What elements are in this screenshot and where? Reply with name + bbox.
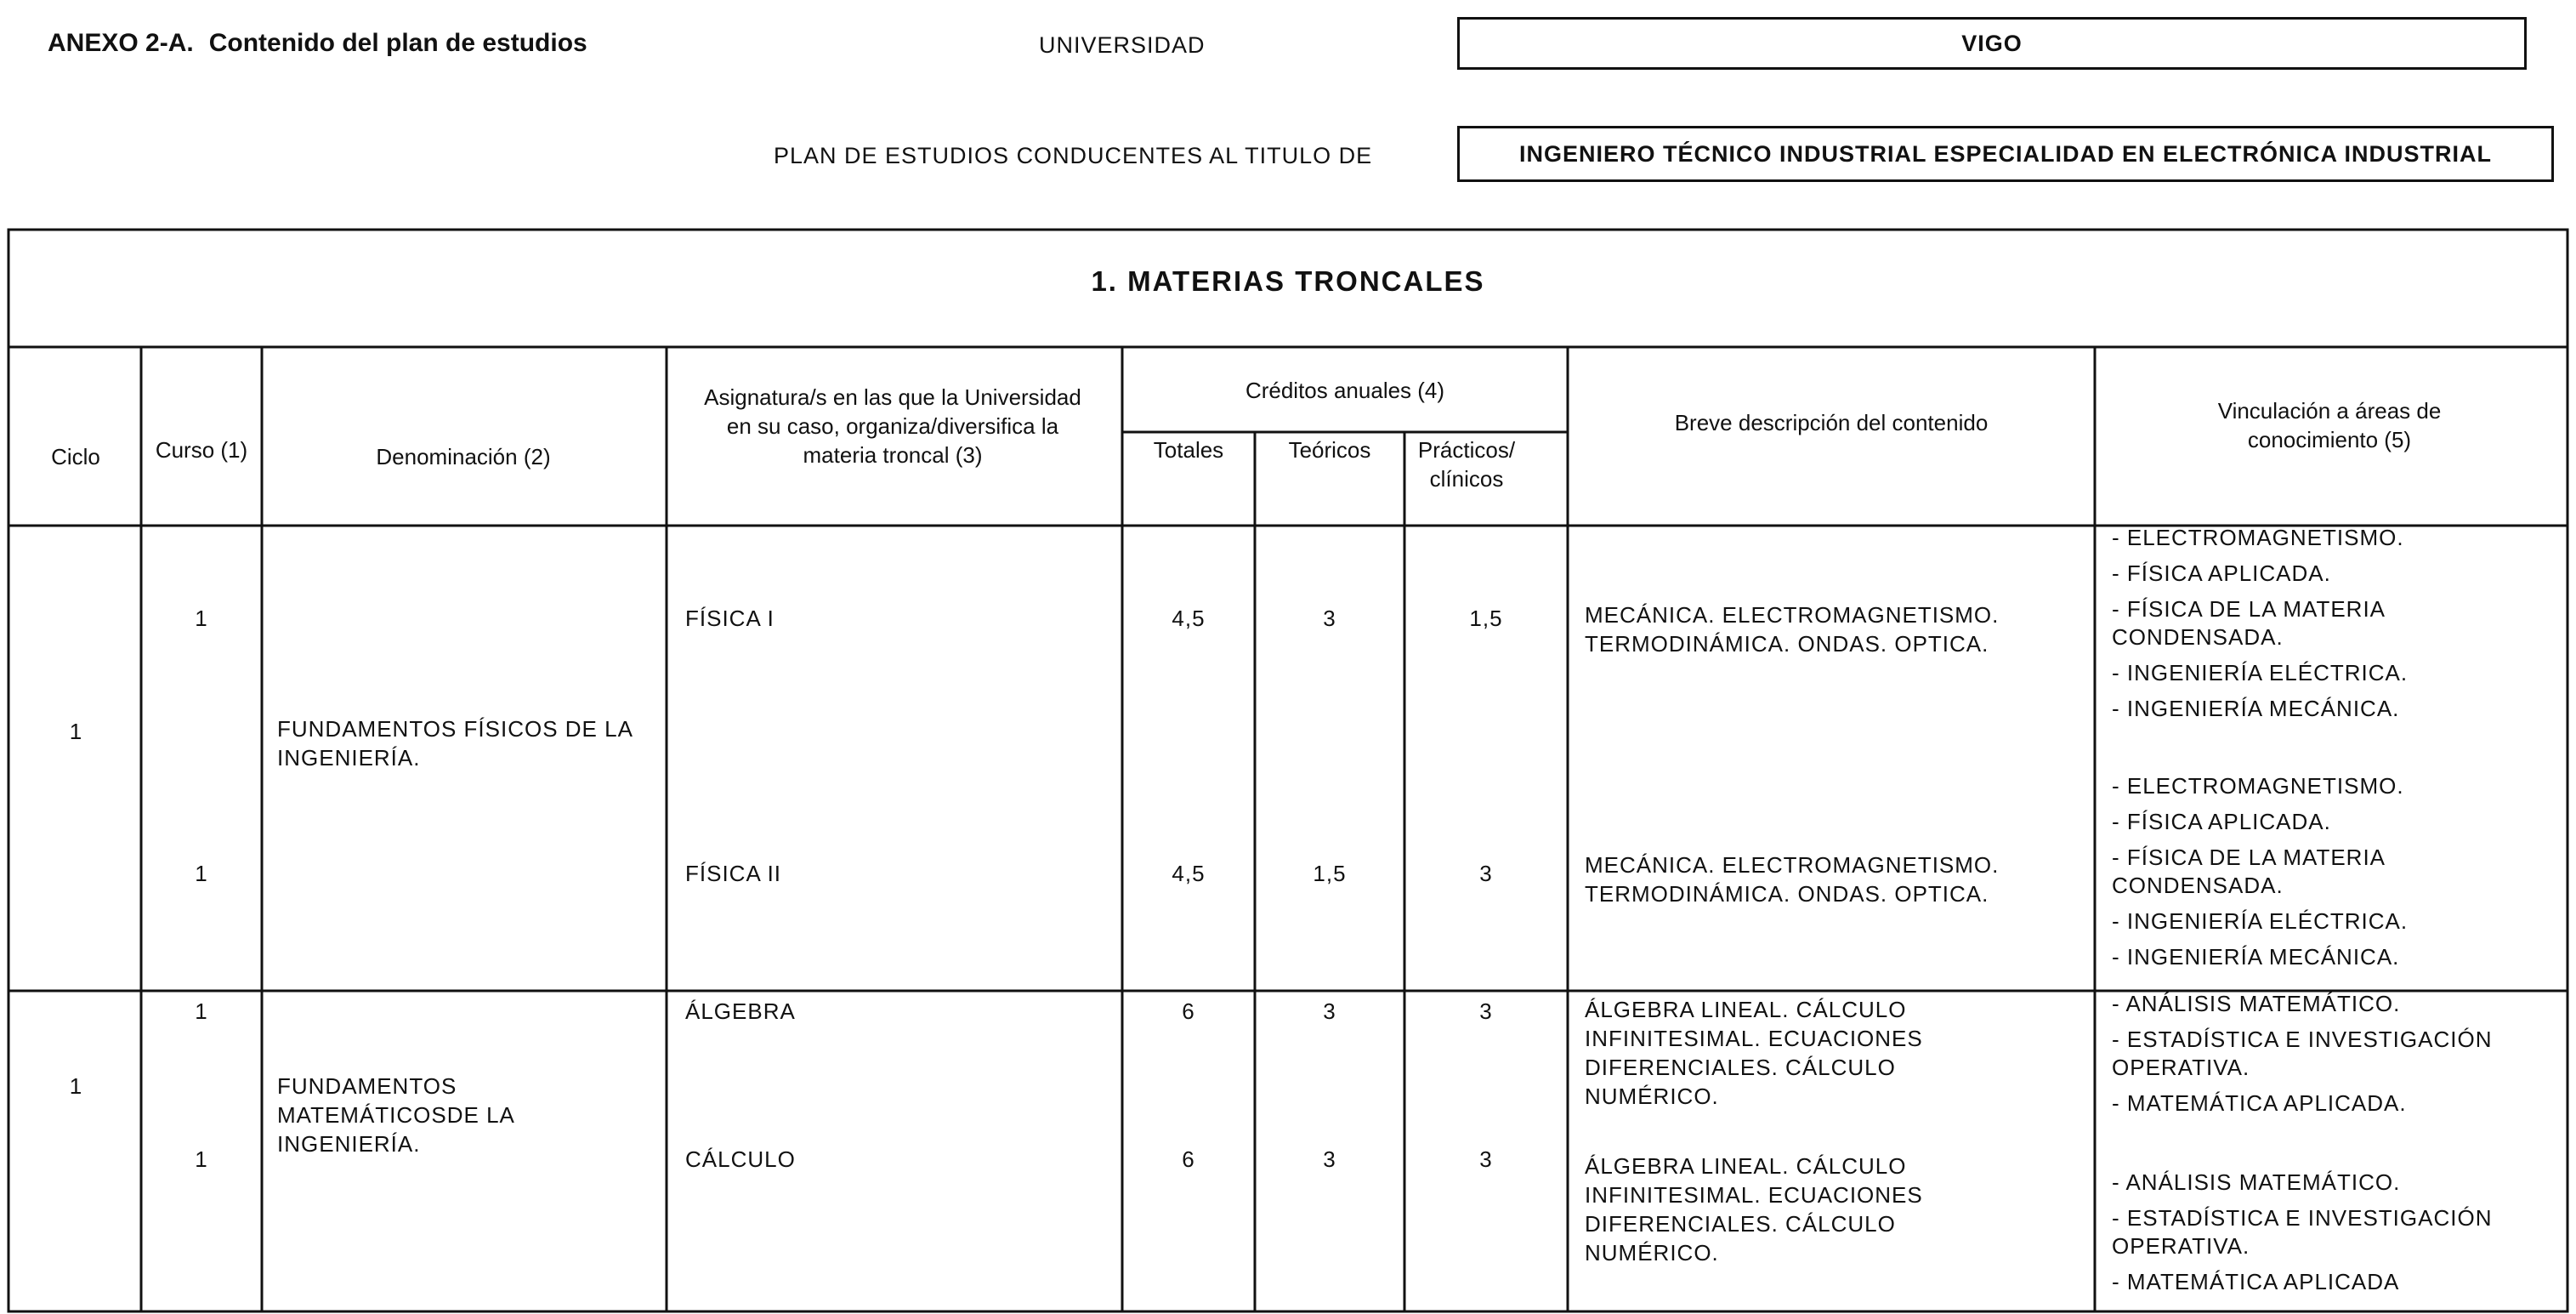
col-header-creditos: Créditos anuales (4) bbox=[1245, 378, 1445, 403]
list-item: - ANÁLISIS MATEMÁTICO. bbox=[2112, 1169, 2401, 1195]
teoricos-cell: 3 bbox=[1323, 606, 1336, 631]
document-title bbox=[48, 29, 587, 58]
col-header-denominacion: Denominación (2) bbox=[376, 444, 551, 469]
plan-field: INGENIERO TÉCNICO INDUSTRIAL ESPECIALIDAD EN ELECTRÓNICA INDUSTRIAL bbox=[1457, 126, 2554, 182]
list-item: - FÍSICA APLICADA. bbox=[2112, 560, 2331, 586]
teoricos-cell: 3 bbox=[1323, 1146, 1336, 1172]
list-item: - INGENIERÍA ELÉCTRICA. bbox=[2112, 908, 2409, 934]
list-item: - MATEMÁTICA APLICADA. bbox=[2112, 1090, 2407, 1116]
totales-cell: 4,5 bbox=[1172, 861, 1206, 886]
list-item: - ELECTROMAGNETISMO. bbox=[2112, 525, 2404, 550]
descripcion-cell: MECÁNICA. ELECTROMAGNETISMO. TERMODINÁMICA. ONDAS. OPTICA. bbox=[1585, 602, 2000, 657]
curso-cell: 1 bbox=[195, 998, 208, 1024]
asignatura-cell: CÁLCULO bbox=[685, 1146, 796, 1172]
list-item: - INGENIERÍA MECÁNICA. bbox=[2112, 944, 2400, 970]
list-item: - INGENIERÍA MECÁNICA. bbox=[2112, 696, 2400, 721]
col-header-teoricos: Teóricos bbox=[1288, 437, 1371, 463]
teoricos-cell: 3 bbox=[1323, 998, 1336, 1024]
curso-cell: 1 bbox=[195, 861, 208, 886]
denominacion-cell: FUNDAMENTOS MATEMÁTICOSDE LA INGENIERÍA. bbox=[277, 1073, 514, 1157]
teoricos-cell: 1,5 bbox=[1313, 861, 1347, 886]
curso-cell: 1 bbox=[195, 1146, 208, 1172]
list-item: - MATEMÁTICA APLICADA bbox=[2112, 1269, 2400, 1294]
areas-list bbox=[2112, 1169, 2562, 1304]
denominacion-cell: FUNDAMENTOS FÍSICOS DE LA INGENIERÍA. bbox=[277, 716, 633, 771]
ciclo-cell: 1 bbox=[69, 719, 82, 744]
totales-cell: 6 bbox=[1182, 998, 1195, 1024]
annex-label: ANEXO 2-A. bbox=[48, 29, 194, 57]
list-item: - ESTADÍSTICA E INVESTIGACIÓN OPERATIVA. bbox=[2112, 1205, 2493, 1259]
areas-list bbox=[2112, 524, 2562, 731]
university-label: UNIVERSIDAD bbox=[1039, 32, 1206, 58]
list-item: - FÍSICA DE LA MATERIA CONDENSADA. bbox=[2112, 845, 2385, 898]
section-title: 1. MATERIAS TRONCALES bbox=[1091, 265, 1485, 297]
list-item: - FÍSICA APLICADA. bbox=[2112, 809, 2331, 834]
curso-cell: 1 bbox=[195, 606, 208, 631]
descripcion-cell: ÁLGEBRA LINEAL. CÁLCULO INFINITESIMAL. ECUACIONES DIFERENCIALES. CÁLCULO NUMÉRICO. bbox=[1585, 997, 1923, 1109]
col-header-practicos: Prácticos/ clínicos bbox=[1417, 437, 1516, 492]
practicos-cell: 3 bbox=[1479, 998, 1493, 1024]
plan-label: PLAN DE ESTUDIOS CONDUCENTES AL TITULO DE bbox=[774, 143, 1373, 168]
practicos-cell: 3 bbox=[1479, 1146, 1493, 1172]
totales-cell: 6 bbox=[1182, 1146, 1195, 1172]
descripcion-cell: MECÁNICA. ELECTROMAGNETISMO. TERMODINÁMICA. ONDAS. OPTICA. bbox=[1585, 852, 2000, 907]
list-item: - ANÁLISIS MATEMÁTICO. bbox=[2112, 991, 2401, 1016]
practicos-cell: 3 bbox=[1479, 861, 1493, 886]
asignatura-cell: FÍSICA II bbox=[685, 861, 782, 886]
practicos-cell: 1,5 bbox=[1469, 606, 1503, 631]
asignatura-cell: ÁLGEBRA bbox=[685, 998, 796, 1024]
col-header-ciclo: Ciclo bbox=[51, 444, 100, 469]
list-item: - INGENIERÍA ELÉCTRICA. bbox=[2112, 660, 2409, 685]
col-header-totales: Totales bbox=[1153, 437, 1224, 463]
totales-cell: 4,5 bbox=[1172, 606, 1206, 631]
areas-list bbox=[2112, 990, 2562, 1125]
list-item: - ELECTROMAGNETISMO. bbox=[2112, 773, 2404, 799]
col-header-vinculacion: Vinculación a áreas de conocimiento (5) bbox=[2217, 398, 2442, 452]
descripcion-cell: ÁLGEBRA LINEAL. CÁLCULO INFINITESIMAL. ECUACIONES DIFERENCIALES. CÁLCULO NUMÉRICO. bbox=[1585, 1153, 1923, 1266]
ciclo-cell: 1 bbox=[69, 1073, 82, 1099]
col-header-curso: Curso (1) bbox=[155, 437, 248, 463]
areas-list bbox=[2112, 772, 2562, 979]
col-header-descripcion: Breve descripción del contenido bbox=[1674, 410, 1989, 435]
university-field: VIGO bbox=[1457, 17, 2527, 70]
list-item: - ESTADÍSTICA E INVESTIGACIÓN OPERATIVA. bbox=[2112, 1027, 2493, 1080]
col-header-asignatura: Asignatura/s en las que la Universidad en su caso, organiza/diversifica la materia troncal (3) bbox=[704, 384, 1081, 468]
list-item: - FÍSICA DE LA MATERIA CONDENSADA. bbox=[2112, 596, 2385, 650]
title-text: Contenido del plan de estudios bbox=[208, 29, 587, 57]
asignatura-cell: FÍSICA I bbox=[685, 606, 775, 631]
